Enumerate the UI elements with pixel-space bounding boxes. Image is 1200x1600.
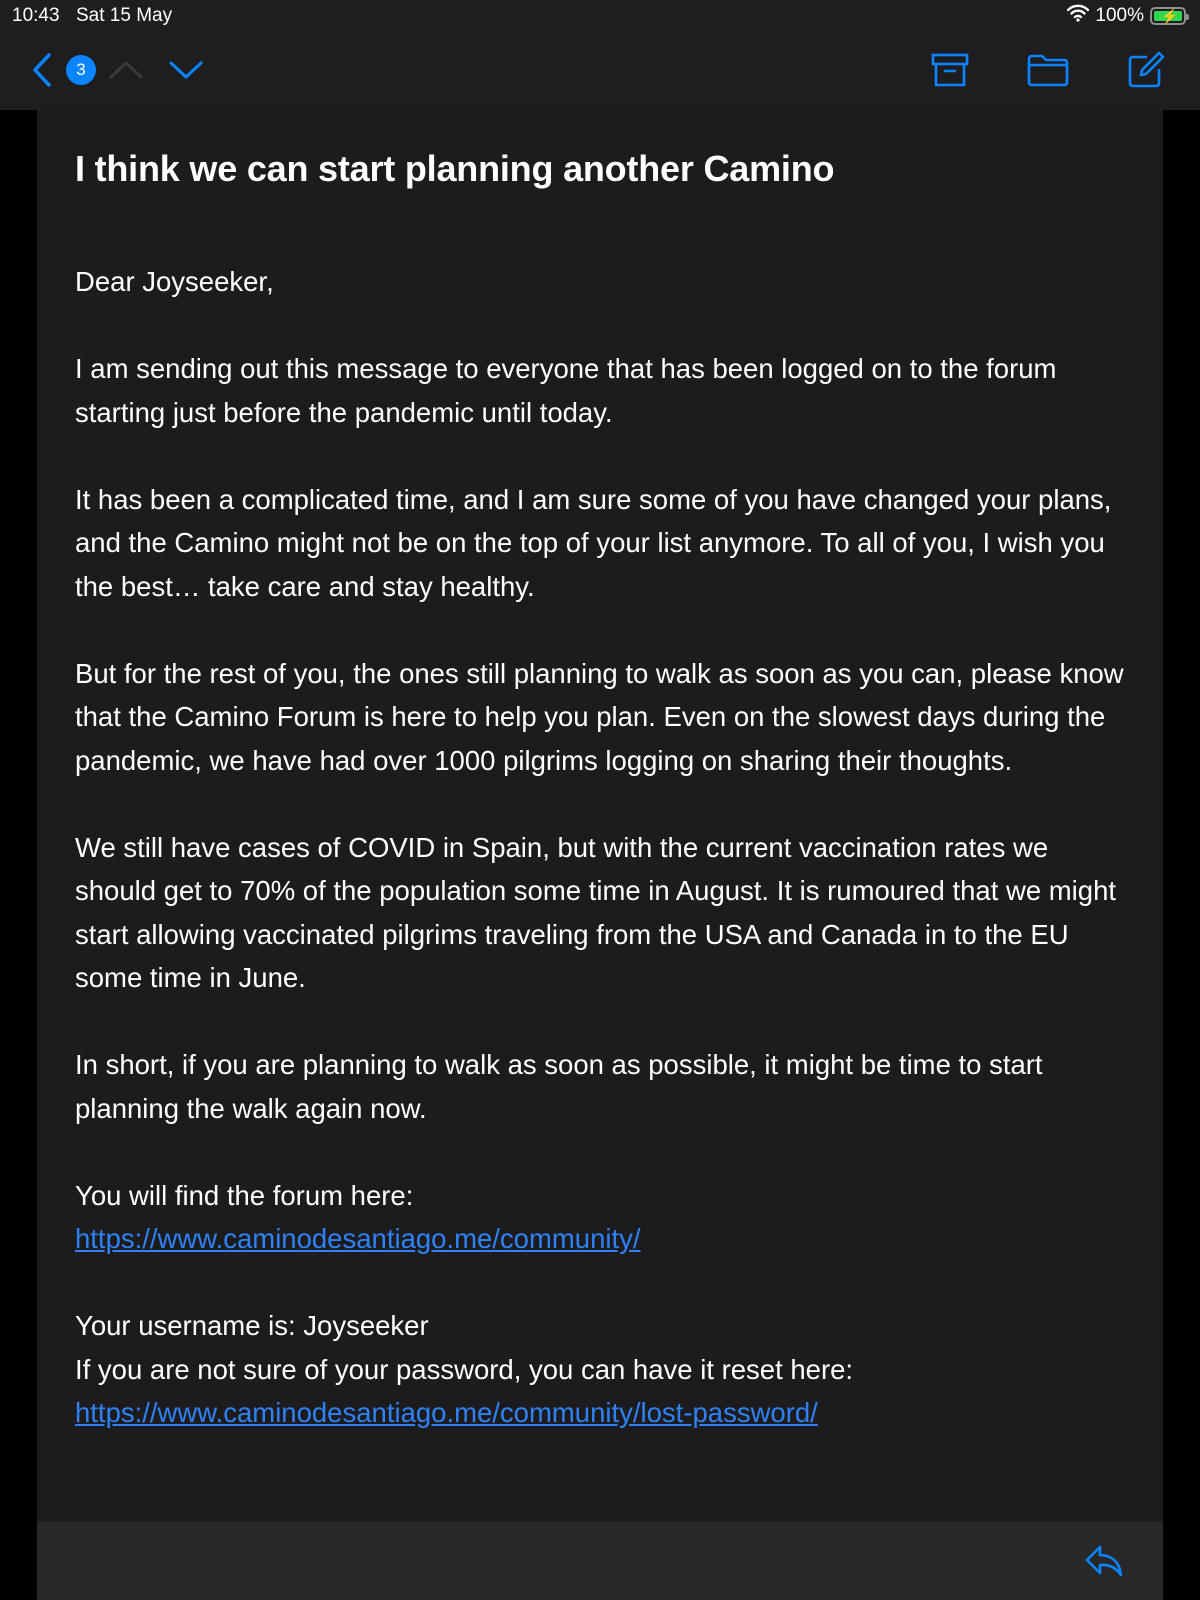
compose-button[interactable] — [1124, 48, 1168, 92]
username-line: Your username is: Joyseeker — [75, 1310, 429, 1341]
forum-intro: You will find the forum here: — [75, 1179, 414, 1211]
archive-icon — [931, 52, 969, 88]
email-paragraph: But for the rest of you, the ones still planning to walk as soon as you can, please know that the Camino Forum is here to help you plan. Even on the slowest days during the pandemic, we have had over 1000 pilgrims logging on sharing their thoughts. — [75, 657, 1124, 776]
email-subject: I think we can start planning another Camino — [75, 148, 835, 189]
back-chevron-icon — [31, 52, 53, 88]
password-reset-link[interactable]: https://www.caminodesantiago.me/community/lost-password/ — [75, 1397, 818, 1428]
email-paragraph: We still have cases of COVID in Spain, but with the current vaccination rates we should get to 70% of the population some time in August. It is rumoured that we might start allowing vaccinated pilgrims traveling from the USA and Canada in to the EU some time in June. — [75, 831, 1117, 993]
battery-percentage: 100% — [1095, 5, 1144, 26]
reply-button[interactable] — [1081, 1540, 1127, 1582]
password-line: If you are not sure of your password, you can have it reset here: — [75, 1353, 854, 1385]
message-footer — [37, 1522, 1163, 1600]
account-section — [75, 1304, 1135, 1435]
archive-button[interactable] — [928, 48, 972, 92]
back-button[interactable] — [26, 50, 58, 90]
previous-message-icon — [108, 59, 144, 81]
status-right — [1067, 4, 1186, 28]
wifi-icon — [1067, 4, 1089, 28]
email-paragraph: In short, if you are planning to walk as soon as possible, it might be time to start planning the walk again now. — [75, 1049, 1043, 1124]
message-view[interactable] — [37, 110, 1163, 1522]
forum-link[interactable]: https://www.caminodesantiago.me/community/ — [75, 1223, 641, 1254]
status-date: Sat 15 May — [76, 5, 173, 26]
unread-count-badge: 3 — [66, 55, 96, 85]
compose-icon — [1127, 51, 1165, 89]
email-body — [75, 260, 1135, 1478]
email-greeting: Dear Joyseeker, — [75, 266, 274, 297]
next-message-button[interactable] — [166, 54, 206, 86]
previous-message-button[interactable] — [106, 54, 146, 86]
email-paragraph: I am sending out this message to everyone that has been logged on to the forum starting just before the pandemic until today. — [75, 353, 1057, 428]
forum-section — [75, 1174, 1135, 1261]
right-margin — [1163, 110, 1200, 1600]
reply-icon — [1084, 1544, 1124, 1578]
move-to-folder-button[interactable] — [1024, 48, 1072, 92]
status-time: 10:43 — [12, 5, 60, 26]
folder-icon — [1026, 53, 1070, 87]
left-margin — [0, 110, 37, 1600]
email-paragraph: It has been a complicated time, and I am sure some of you have changed your plans, and the Camino might not be on the top of your list anymore. To all of you, I wish you the best… take care and stay healthy. — [75, 483, 1112, 602]
next-message-icon — [168, 59, 204, 81]
mail-toolbar — [0, 30, 1200, 111]
status-bar — [0, 0, 1200, 30]
battery-icon: ⚡ — [1150, 7, 1186, 25]
